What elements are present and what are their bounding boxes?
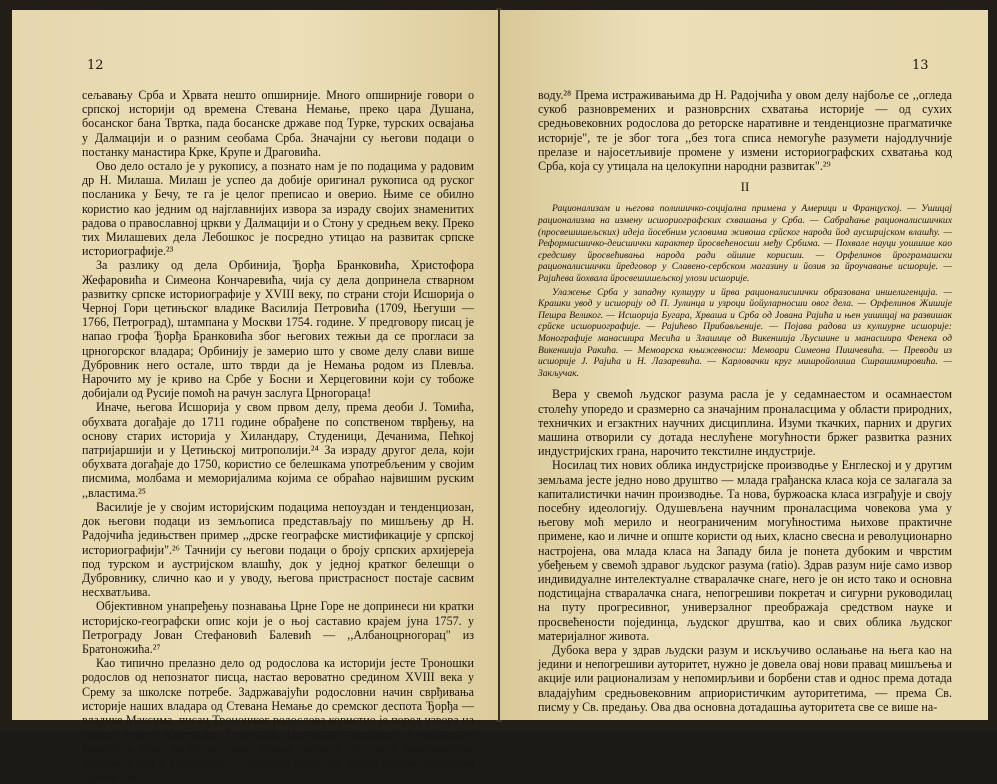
section-number: II bbox=[740, 179, 750, 195]
section-abstract bbox=[538, 203, 952, 379]
right-paragraph: Носилац тих нових облика индустријске производње у Енглеској и у другим земљама јесте једно ново друштво — млада грађанска класа која се залагала за капиталистички начин производње. Та нова, буржоаска класа изграђује и своју посебну идеологију. Одушевљена научним проналасцима човекова ума у његову моћ мерило и неограниченим могућностима њихове практичне примене, као и личне и опште користи од њих, класно свесна и револуционарно настројена, ова млада класа на Западу била је понета дубоким и чврстим убеђењем у свемоћ здравог људског разума (ratio). Здрав разум није само извор индивидуалне интелектуалне стваралачке снаге, него је он исто тако и основна подстицајна стваралачка снага, непогрешиви покретач и сигурни руководилац на путу прогресивног, универзалног преображаја средством науке и просвећености појединца, људског друштва, као и свих облика људског материјалног живота. bbox=[538, 458, 952, 643]
section-body bbox=[538, 387, 952, 714]
right-page-body bbox=[538, 88, 952, 714]
right-page-number: 13 bbox=[912, 58, 929, 73]
left-paragraph: Ово дело остало је у рукопису, а познато нам је по подацима у радовим др Н. Милаша. Милаш је успео да добије оригинал рукописа од руског посланика у Бечу, те га је целог преписао и оверио. Њиме се обилно користио као једним од најглавнијих извора за израду својих знаменитих радова о православној цркви у Далмацији и о Стону у средњем веку. Преко тих Милашевих дела Лебошкос је посредно утицао на развитак српске историографије.²³ bbox=[82, 159, 474, 259]
left-page bbox=[12, 10, 498, 784]
left-paragraph: сељавању Срба и Хрвата нешто опширније. Много опширније говори о српској историји од времена Стевана Немање, преко цара Душана, босанског бана Твртка, пада босанске државе под Турке, турских освајања у Далмацији и о разним сеобама Срба. Значајни су његови подаци о постанку манастира Крке, Крупе и Драговића. bbox=[82, 88, 474, 159]
left-page-body bbox=[82, 88, 474, 784]
left-page-number: 12 bbox=[87, 58, 104, 73]
left-paragraph: Као типично прелазно дело од родослова ка историји јесте Троношки родослов од непознатог писца, настао вероватно средином XVIII века у Срему за школске потребе. Задржавајући родословни начин сврђивања историје наших владара од Стевана Немање до сремског деспота Ђорђа — владике Максима, писац Троношког родослова користио је поред извора на нашем језику (биографе Теодосија, Цетињски родослов, Хиландарски хрисовуљ, један од хронографа, записе, натписе, летописе, Бранковићеве Хронике) још и Орбинијево Словенско царсшво, према Владиславићевом руском пре- bbox=[82, 656, 474, 784]
left-paragraph: Василије је у својим историјским подацима непоуздан и тенденциозан, док његови подаци из земљописа представљају по мишљењу др Н. Радојчића једињствен пример ,,дрске географске мистификације у српској историографији".²⁶ Тачнији су његови подаци о броју српских архијереја под турском и аустријском влашћу, док у једној кратког белешци о Дубровнику, слично као и у уводу, његова пристрасност постаје сасвим несхватљива. bbox=[82, 499, 474, 600]
abstract-paragraph: Рационализам и његова полишичко-социјална примена у Америци и Француској. — Ушицај рационализма на измену исшориографских схвашања у Срба. — Сабраћање рационалисшичких (просвешишељских) идеја йосебним условима живоша срйског народа йод аусшријском влашћу. — Реформисшичко-деисшички карактер йросвећеносши међу Србима. — Похвале науци уошшше као средсшву йросвећивања народа ради ойшше корисши. — Орфелинов йрограмашски рационалисшички йредговор у Славено-сербском магазину и йозив за йроучавање исшорије. — Рајићева йохвала йросвешишељској улози исшорије. bbox=[538, 203, 952, 284]
right-page bbox=[500, 10, 988, 720]
left-paragraph: Објективном унапређењу познавања Црне Горе не допринеси ни кратки историјско-географски опис који је о њој саставио крајем јуна 1757. у Петрограду Јован Стефановић Балевић — ,,Албаноцрногорац" из Братоножића.²⁷ bbox=[82, 599, 474, 656]
left-paragraph: Иначе, његова Исшорија у свом првом делу, према деоби Ј. Томића, обухвата догађаје до 1711 године обрађене по сопственом тврђењу, на основу старих историја у Хиландару, Студеници, Дечанима, Пећкој патријаршији и у Цетињској митрополији.²⁴ За израду другог дела, који обухвата догађаје до 1750, користио се белешкама употребљеним у својим писмима, молбама и меморијалима којима се обраћао највишим руским ,,властима.²⁵ bbox=[82, 400, 474, 500]
right-paragraph: Вера у свемоћ људског разума расла је у седамнаестом и осамнаестом столећу упоредо и сразмерно са значајним проналасцима у области природних, техничких и егзактних научних дисциплина. Изуми ткачких, парних и других машина отворили су дотада неслућене могућности бржег развитка разних индустријских грана, нарочито текстилне индустрије. bbox=[538, 387, 952, 459]
right-intro-paragraph: воду.²⁸ Према истраживањима др Н. Радојчића у овом делу најбоље се ,,огледа сукоб разновремених и разноврсних схватања историје — од сухих средњовековних родослова до реторске наративне и тенденциозне прагматичке историје", те је због тога ,,без тога списа немогуће разумети најодлучније прелазе и најосетљивије промене у измени историографских схватања код Срба, која су утицала на целокупни народни развитак".²⁹ bbox=[538, 88, 952, 174]
abstract-paragraph: Улажење Срба у западну кулшуру и йрва рационалисшички образована иншелигенција. — Крашки увод у исшорију од П. Јулинца и узроци йойуларносши овог дела. — Орфелинов Жишије Пешра Великог. — Исшорија Бугара, Хрваша и Срба од Јована Рајића и њен уишицај на развишак срйске исшориографије. — Рајићево Прибављеније. — Појава радова из кулшурне исшорије: Монографије манасшира Месића и Злашице од Викеншија Љусшине и манасшира Фенека од Викеншија Ракића. — Мемоарска књижевносш: Мемоари Симеона Пишчевића. — Преводи из исшорије Ј. Рајића и Н. Лазаревића. — Карловачки круг мишройолиша Сшрашимировића. — Закључак. bbox=[538, 286, 952, 379]
right-paragraph: Дубока вера у здрав људски разум и искључиво ослањање на њега као на једини и непогрешиви ауторитет, нужно је довела овај нови правац мишљења и акције или рационализам у непомирљиви и борбени став и однос према дотада владајућим средњовековним априористичким ауторитетима, — према Св. писму у Св. предању. Ова два основна дотадашња ауторитета све се више на- bbox=[538, 642, 952, 714]
left-paragraph: За разлику од дела Орбинија, Ђорђа Бранковића, Христофора Жефаровића и Симеона Кончаревића, чија су дела допринела стварном развитку српске историографије у XVIII веку, по страни стоји Исшорија о Черној Гори цетињског владике Василија Петровића (1709, Његуши — 1766, Петроград), штампана у Москви 1754. године. У предговору писац је напао грофа Ђорђа Бранковића због његових тежњи да се прогласи за црногорског владара; Орбинију је замерио што у своме делу слави више Дубровник него остале, што тврди да је Немања родом из Плевља. Нарочито му је криво на Србе у Босни и Херцеговини који су тобоже добијали од Русије помоћ на рачун заслуга Црногораца! bbox=[82, 258, 474, 401]
